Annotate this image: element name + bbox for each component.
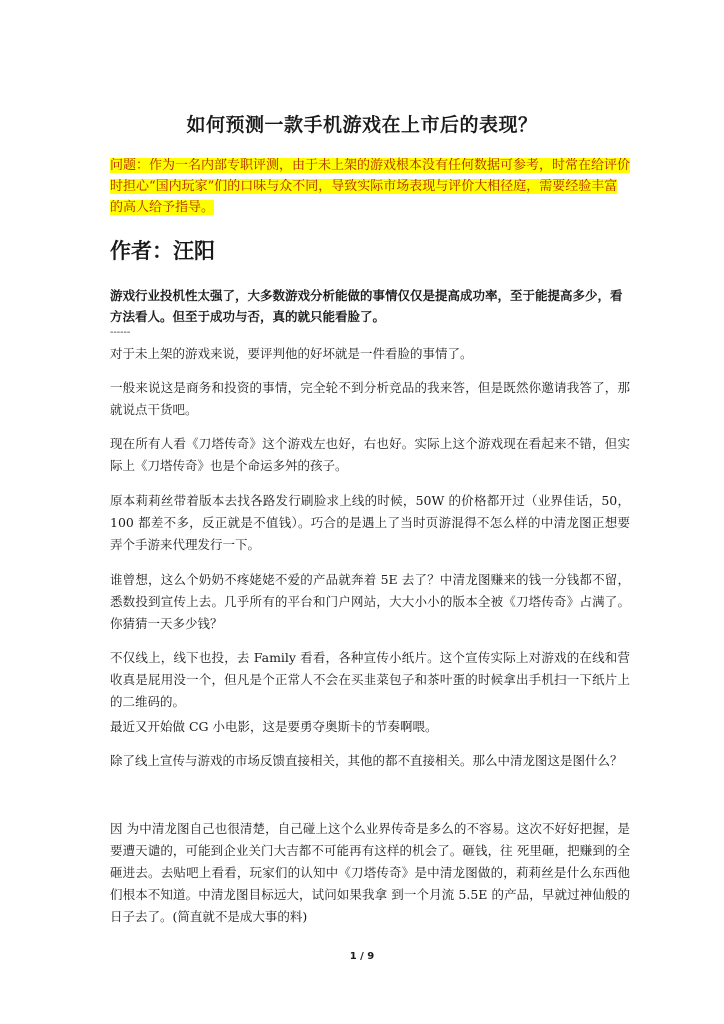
paragraph-8: 除了线上宣传与游戏的市场反馈直接相关，其他的都不直接相关。那么中清龙图这是图什么？ (110, 753, 623, 768)
paragraph-6: 不仅线上，线下也投，去 Family 看看，各种宣传小纸片。这个宣传实际上对游戏的在线和营收真是屁用没一个，但凡是个正常人不会在买韭菜包子和茶叶蛋的时候拿出手机扫一下纸片上的二维码的。 (110, 650, 630, 709)
separator-line: ------ (110, 327, 131, 338)
paragraph-4: 原本莉莉丝带着版本去找各路发行刷脸求上线的时候，50W 的价格都开过（业界佳话，50，100 都差不多，反正就是不值钱）。巧合的是遇上了当时页游混得不怎么样的中清龙图正想要弄个手游来代理发行一下。 (110, 493, 630, 552)
paragraph-7: 最近又开始做 CG 小电影，这是要勇夺奥斯卡的节奏啊喂。 (110, 719, 438, 734)
paragraph-9: 因 为中清龙图自己也很清楚，自己碰上这个么业界传奇是多么的不容易。这次不好好把握，是要遭天谴的，可能到企业关门大吉都不可能再有这样的机会了。砸钱，往 死里砸，把赚到的全砸进去。去贴吧上看看，玩家们的认知中《刀塔传奇》是中清龙图做的，莉莉丝是什么东西他们根本不知道。中清龙图目标远大，试问如果我拿 到一个月流 5.5E 的产品，早就过神仙般的日子去了。(简直就不是成大事的料) (110, 821, 630, 924)
paragraph-3: 现在所有人看《刀塔传奇》这个游戏左也好，右也好。实际上这个游戏现在看起来不错，但实际上《刀塔传奇》也是个命运多舛的孩子。 (110, 436, 630, 473)
lead-paragraph: 游戏行业投机性太强了，大多数游戏分析能做的事情仅仅是提高成功率，至于能提高多少，看方法看人。但至于成功与否，真的就只能看脸了。 (110, 288, 623, 324)
page-title: 如何预测一款手机游戏在上市后的表现？ (186, 114, 538, 136)
question-text: 问题：作为一名内部专职评测，由于未上架的游戏根本没有任何数据可参考，时常在给评价时担心“国内玩家”们的口味与众不同，导致实际市场表现与评价大相径庭，需要经验丰富的高人给予指导。 (110, 158, 631, 215)
question-highlight (110, 155, 630, 218)
paragraph-5: 谁曾想，这么个奶奶不疼姥姥不爱的产品就奔着 5E 去了？中清龙图赚来的钱一分钱都不留，悉数投到宣传上去。几乎所有的平台和门户网站，大大小小的版本全被《刀塔传奇》占满了。你猜猜一天多少钱？ (110, 572, 630, 631)
author-heading: 作者：汪阳 (110, 239, 215, 263)
paragraph-2: 一般来说这是商务和投资的事情，完全轮不到分析竞品的我来答，但是既然你邀请我答了，那就说点干货吧。 (110, 380, 630, 417)
paragraph-1: 对于未上架的游戏来说，要评判他的好坏就是一件看脸的事情了。 (110, 346, 473, 361)
page-number: 1 / 9 (349, 951, 375, 962)
